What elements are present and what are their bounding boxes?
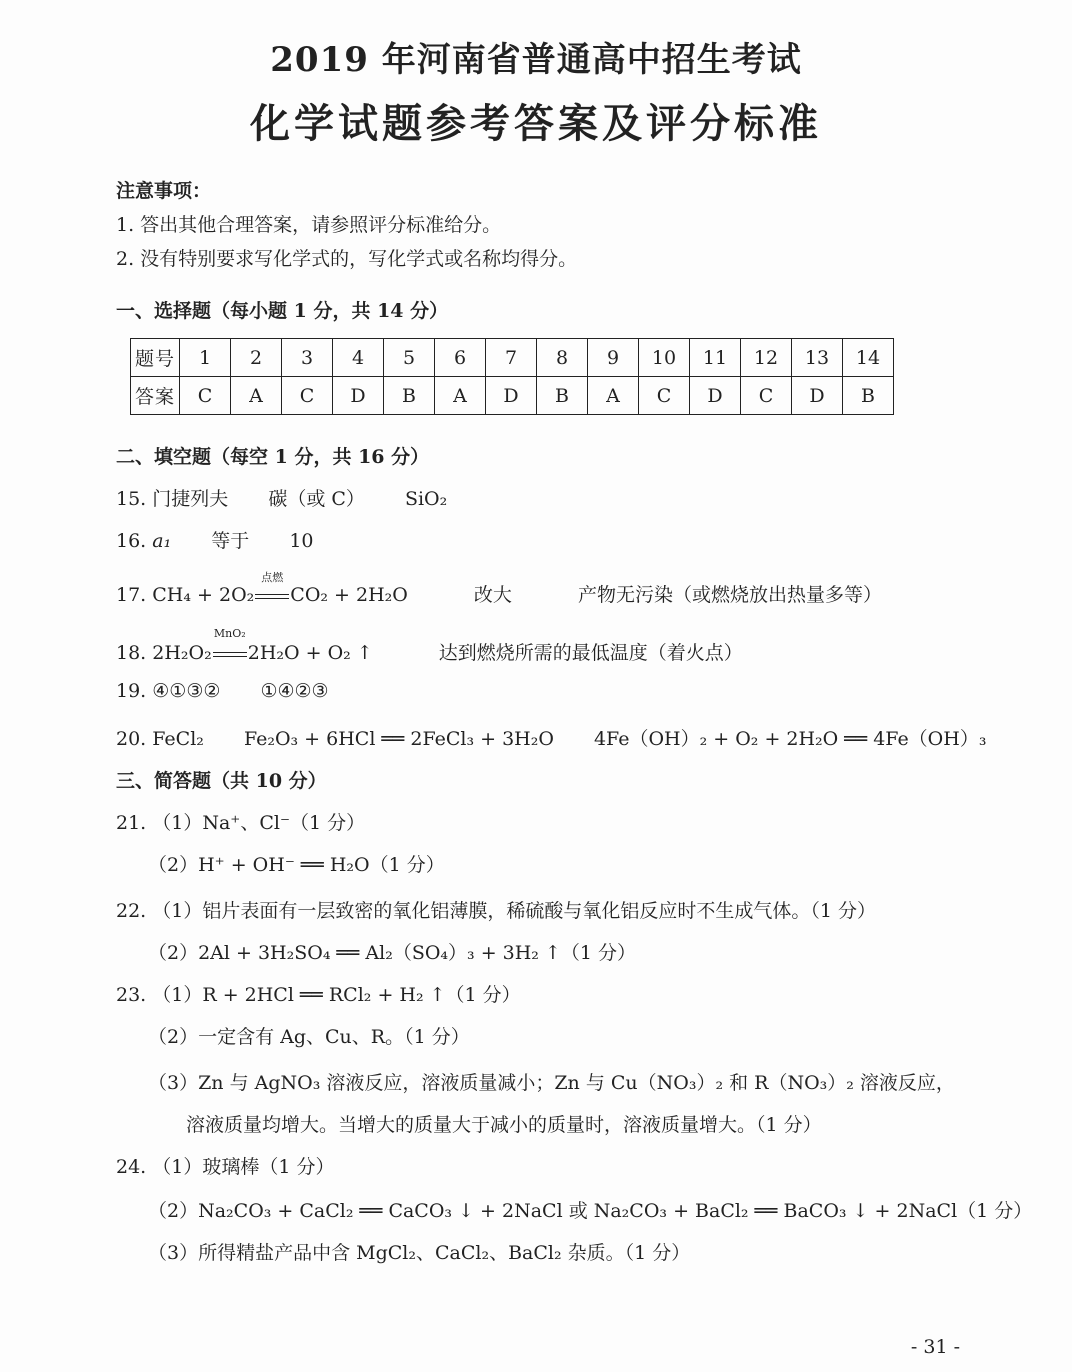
answer-line: 21. （1）Na⁺、Cl⁻（1 分） [116, 812, 366, 834]
question-number-cell: 10 [639, 339, 690, 377]
question-19 [116, 680, 329, 702]
question-number-cell: 1 [180, 339, 231, 377]
answer-text: 4Fe（OH）₂ + O₂ + 2H₂O ══ 4Fe（OH）₃ [593, 728, 987, 750]
answer-text: 碳（或 C） [268, 488, 365, 510]
answer-text: 改大 [473, 584, 512, 606]
equation-left: 2H₂O₂ [152, 642, 212, 664]
answer-text: 10 [289, 530, 314, 552]
answer-cell: D [690, 377, 741, 415]
answer-cell: D [333, 377, 384, 415]
question-number: 19. [116, 680, 147, 702]
answer-line: （3）所得精盐产品中含 MgCl₂、CaCl₂、BaCl₂ 杂质。（1 分） [148, 1242, 691, 1264]
section3-heading: 三、简答题（共 10 分） [116, 770, 327, 792]
answer-line: 23. （1）R + 2HCl ══ RCl₂ + H₂ ↑（1 分） [116, 984, 521, 1006]
answer-line: （3）Zn 与 AgNO₃ 溶液反应，溶液质量减小；Zn 与 Cu（NO₃）₂ 和 R（NO₃）₂ 溶液反应， [148, 1072, 955, 1094]
answer-line: （2）Na₂CO₃ + CaCl₂ ══ CaCO₃ ↓ + 2NaCl 或 Na₂CO₃ + BaCl₂ ══ BaCO₃ ↓ + 2NaCl（1 分） [148, 1200, 1033, 1222]
question-number: 15. [116, 488, 147, 510]
question-number-cell: 3 [282, 339, 333, 377]
answer-cell: B [537, 377, 588, 415]
answer-cell: B [843, 377, 894, 415]
answer-cell: D [486, 377, 537, 415]
question-number-cell: 14 [843, 339, 894, 377]
answer-cell: A [231, 377, 282, 415]
answer-cell: C [639, 377, 690, 415]
note-item: 2. 没有特别要求写化学式的，写化学式或名称均得分。 [116, 248, 578, 270]
answer-text: 门捷列夫 [152, 488, 229, 510]
answer-cell: B [384, 377, 435, 415]
answer-text: FeCl₂ [152, 728, 204, 750]
answer-cell: C [282, 377, 333, 415]
question-17 [116, 571, 882, 607]
answer-text: 产物无污染（或燃烧放出热量多等） [577, 584, 882, 606]
reaction-arrow [254, 571, 290, 606]
answer-text: a₁ [152, 530, 172, 552]
question-number-cell: 12 [741, 339, 792, 377]
answer-cell: C [180, 377, 231, 415]
question-20 [116, 724, 986, 751]
equation-left: CH₄ + 2O₂ [152, 584, 255, 606]
question-number: 18. [116, 642, 147, 664]
question-number-cell: 9 [588, 339, 639, 377]
reaction-arrow [212, 627, 248, 664]
page-number: - 31 - [910, 1336, 960, 1358]
answer-cell: A [435, 377, 486, 415]
section2-heading: 二、填空题（每空 1 分，共 16 分） [116, 446, 430, 468]
answer-text: ①④②③ [260, 680, 329, 702]
table-row-numbers [131, 339, 894, 377]
answer-line: （2）2Al + 3H₂SO₄ ══ Al₂（SO₄）₃ + 3H₂ ↑（1 分） [148, 942, 637, 964]
question-number-cell: 13 [792, 339, 843, 377]
answer-line: （2）一定含有 Ag、Cu、R。（1 分） [148, 1026, 470, 1048]
answer-text: ④①③② [152, 680, 221, 702]
notes-heading: 注意事项： [116, 180, 212, 202]
question-number-cell: 5 [384, 339, 435, 377]
question-number-cell: 4 [333, 339, 384, 377]
question-number-cell: 7 [486, 339, 537, 377]
section1-heading: 一、选择题（每小题 1 分，共 14 分） [116, 300, 449, 322]
answer-line: 22. （1）铝片表面有一层致密的氧化铝薄膜，稀硫酸与氧化铝反应时不生成气体。（1 分） [116, 900, 876, 922]
question-16 [116, 526, 314, 553]
exam-title: 2019 年河南省普通高中招生考试 [270, 40, 802, 80]
answer-text: Fe₂O₃ + 6HCl ══ 2FeCl₃ + 3H₂O [243, 728, 554, 750]
answer-text: SiO₂ [404, 488, 448, 510]
question-18 [116, 627, 743, 665]
answer-line: 溶液质量均增大。当增大的质量大于减小的质量时，溶液质量增大。（1 分） [186, 1114, 822, 1136]
answer-line: （2）H⁺ + OH⁻ ══ H₂O（1 分） [148, 854, 445, 876]
answer-cell: C [741, 377, 792, 415]
question-number-cell: 11 [690, 339, 741, 377]
answer-key-title: 化学试题参考答案及评分标准 [250, 100, 822, 147]
reaction-condition: MnO₂ [213, 627, 246, 640]
row-label-answer: 答案 [131, 377, 180, 415]
equation-right: CO₂ + 2H₂O [290, 584, 408, 606]
answer-text: 等于 [211, 530, 250, 552]
question-number-cell: 8 [537, 339, 588, 377]
reaction-condition: 点燃 [261, 571, 284, 584]
answer-text: 达到燃烧所需的最低温度（着火点） [438, 642, 743, 664]
table-row-answers [131, 377, 894, 415]
answer-cell: D [792, 377, 843, 415]
question-15 [116, 484, 447, 511]
answer-cell: A [588, 377, 639, 415]
answer-line: 24. （1）玻璃棒（1 分） [116, 1156, 335, 1178]
note-item: 1. 答出其他合理答案，请参照评分标准给分。 [116, 214, 502, 236]
choice-answer-table [130, 338, 894, 415]
equation-right: 2H₂O + O₂ ↑ [247, 642, 373, 664]
question-number: 16. [116, 530, 147, 552]
question-number-cell: 6 [435, 339, 486, 377]
question-number-cell: 2 [231, 339, 282, 377]
question-number: 17. [116, 584, 147, 606]
row-label-number: 题号 [131, 339, 180, 377]
question-number: 20. [116, 728, 147, 750]
